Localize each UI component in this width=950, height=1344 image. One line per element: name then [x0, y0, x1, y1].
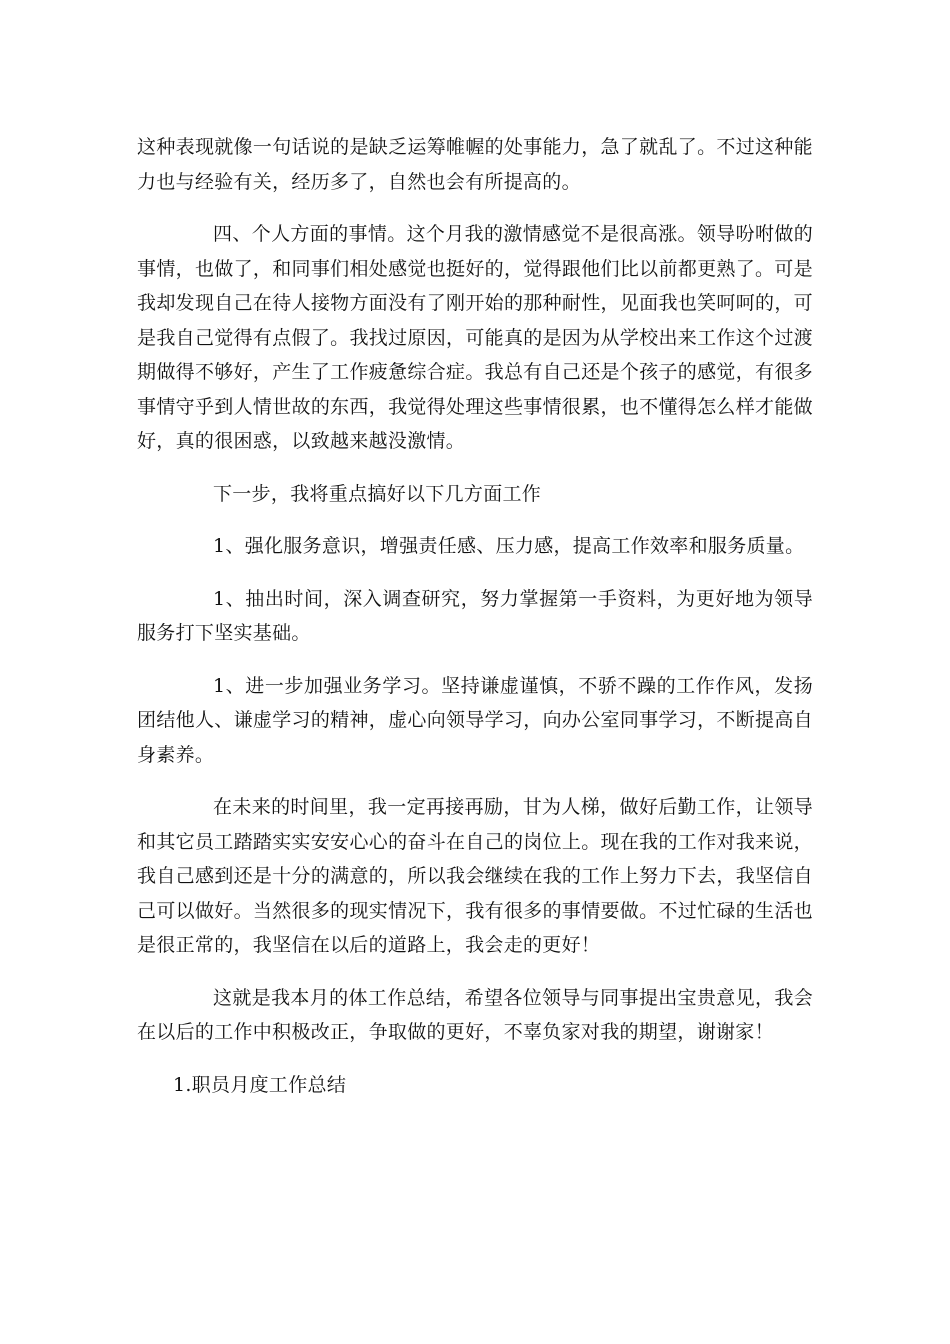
paragraph: 在未来的时间里，我一定再接再励，甘为人梯，做好后勤工作，让领导和其它员工踏踏实实安安心心的奋斗在自己的岗位上。现在我的工作对我来说，我自己感到还是十分的满意的，所以我会继续在我的工作上努力下去，我坚信自己可以做好。当然很多的现实情况下，我有很多的事情要做。不过忙碌的生活也是很正常的，我坚信在以后的道路上，我会走的更好！: [137, 796, 813, 956]
list-heading: 1.职员月度工作总结: [173, 1073, 347, 1096]
paragraph: 1、抽出时间，深入调查研究，努力掌握第一手资料，为更好地为领导服务打下坚实基础。: [137, 587, 813, 644]
paragraph: 下一步，我将重点搞好以下几方面工作: [213, 482, 542, 505]
paragraph: 这种表现就像一句话说的是缺乏运筹帷幄的处事能力，急了就乱了。不过这种能力也与经验有关，经历多了，自然也会有所提高的。: [137, 136, 813, 193]
paragraph: 1、强化服务意识，增强责任感、压力感，提高工作效率和服务质量。: [213, 535, 805, 557]
document-body: [137, 130, 813, 1102]
paragraph: 这就是我本月的体工作总结，希望各位领导与同事提出宝贵意见，我会在以后的工作中积极改正，争取做的更好，不辜负家对我的期望，谢谢家！: [137, 986, 813, 1043]
paragraph: 1、进一步加强业务学习。坚持谦虚谨慎，不骄不躁的工作作风，发扬团结他人、谦虚学习的精神，虚心向领导学习，向办公室同事学习，不断提高自身素养。: [137, 674, 813, 766]
paragraph: 四、个人方面的事情。这个月我的激情感觉不是很高涨。领导吩咐做的事情，也做了，和同事们相处感觉也挺好的，觉得跟他们比以前都更熟了。可是我却发现自己在待人接物方面没有了刚开始的那种耐性，见面我也笑呵呵的，可是我自己觉得有点假了。我找过原因，可能真的是因为从学校出来工作这个过渡期做得不够好，产生了工作疲惫综合症。我总有自己还是个孩子的感觉，有很多事情守乎到人情世故的东西，我觉得处理这些事情很累，也不懂得怎么样才能做好，真的很困惑，以致越来越没激情。: [137, 223, 813, 452]
